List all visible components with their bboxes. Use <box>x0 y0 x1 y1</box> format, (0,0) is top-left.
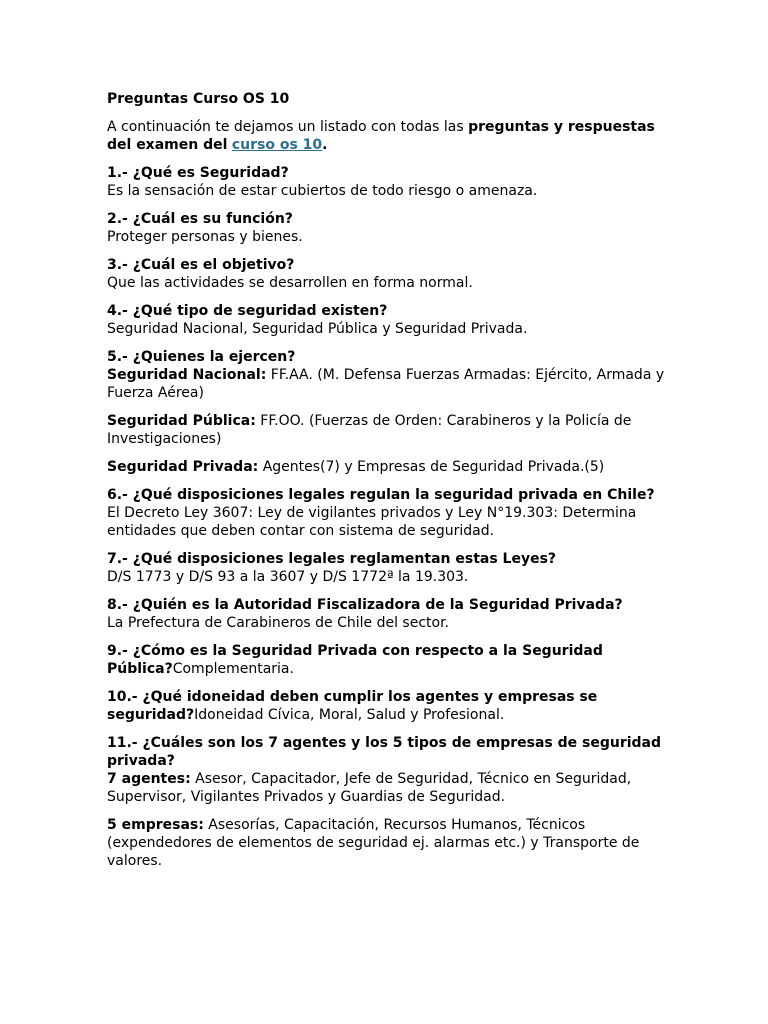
answer-6: El Decreto Ley 3607: Ley de vigilantes privados y Ley N°19.303: Determina entidades que deben contar con sistema de seguridad. <box>107 505 637 539</box>
answer-4: Seguridad Nacional, Seguridad Pública y Seguridad Privada. <box>107 321 528 337</box>
qa-item-10 <box>107 688 668 724</box>
question-4: 4.- ¿Qué tipo de seguridad existen? <box>107 303 388 319</box>
question-3: 3.- ¿Cuál es el objetivo? <box>107 257 295 273</box>
qa-item-4 <box>107 302 668 338</box>
qa-item-1 <box>107 164 668 200</box>
question-5: 5.- ¿Quienes la ejercen? <box>107 349 296 365</box>
question-10: 10.- ¿Qué idoneidad deben cumplir los agentes y empresas se seguridad? <box>107 689 598 723</box>
question-8: 8.- ¿Quién es la Autoridad Fiscalizadora de la Seguridad Privada? <box>107 597 623 613</box>
publica-text: FF.OO. (Fuerzas de Orden: Carabineros y la Policía de Investigaciones) <box>107 413 632 447</box>
nacional-text: FF.AA. (M. Defensa Fuerzas Armadas: Ejército, Armada y Fuerza Aérea) <box>107 367 665 401</box>
empresas-label: 5 empresas: <box>107 817 204 833</box>
question-11: 11.- ¿Cuáles son los 7 agentes y los 5 tipos de empresas de seguridad privada? <box>107 735 662 769</box>
answer-1: Es la sensación de estar cubiertos de todo riesgo o amenaza. <box>107 183 538 199</box>
answer-8: La Prefectura de Carabineros de Chile del sector. <box>107 615 449 631</box>
curso-os10-link[interactable]: curso os 10 <box>231 137 323 153</box>
answer-5-publica <box>107 412 668 448</box>
question-7: 7.- ¿Qué disposiciones legales reglamentan estas Leyes? <box>107 551 557 567</box>
answer-5-nacional <box>107 366 668 402</box>
intro-text: A continuación te dejamos un listado con todas las <box>107 119 469 135</box>
answer-2: Proteger personas y bienes. <box>107 229 303 245</box>
answer-7: D/S 1773 y D/S 93 a la 3607 y D/S 1772ª la 19.303. <box>107 569 469 585</box>
question-1: 1.- ¿Qué es Seguridad? <box>107 165 289 181</box>
qa-item-8 <box>107 596 668 632</box>
answer-3: Que las actividades se desarrollen en forma normal. <box>107 275 473 291</box>
empresas-text: Asesorías, Capacitación, Recursos Humanos, Técnicos (expendedores de elementos de seguridad ej. alarmas etc.) y Transporte de valores. <box>107 817 640 869</box>
privada-label: Seguridad Privada: <box>107 459 259 475</box>
qa-item-11 <box>107 734 668 806</box>
intro-period: . <box>322 137 328 153</box>
answer-5-privada <box>107 458 668 476</box>
qa-item-7 <box>107 550 668 586</box>
intro-paragraph <box>107 118 668 154</box>
intro-bold-text: preguntas y respuestas del examen del <box>107 119 655 153</box>
qa-item-5 <box>107 348 668 402</box>
question-6: 6.- ¿Qué disposiciones legales regulan la seguridad privada en Chile? <box>107 487 655 503</box>
answer-11-empresas <box>107 816 668 870</box>
agentes-label: 7 agentes: <box>107 771 191 787</box>
document-title: Preguntas Curso OS 10 <box>107 91 290 107</box>
answer-9: Complementaria. <box>172 661 294 677</box>
answer-10: Idoneidad Cívica, Moral, Salud y Profesional. <box>194 707 505 723</box>
qa-item-2 <box>107 210 668 246</box>
qa-item-6 <box>107 486 668 540</box>
publica-label: Seguridad Pública: <box>107 413 256 429</box>
qa-item-9 <box>107 642 668 678</box>
agentes-text: Asesor, Capacitador, Jefe de Seguridad, Técnico en Seguridad, Supervisor, Vigilantes Privados y Guardias de Seguridad. <box>107 771 632 805</box>
nacional-label: Seguridad Nacional: <box>107 367 267 383</box>
privada-text: Agentes(7) y Empresas de Seguridad Privada.(5) <box>258 459 605 475</box>
qa-item-3 <box>107 256 668 292</box>
question-9: 9.- ¿Cómo es la Seguridad Privada con respecto a la Seguridad Pública? <box>107 643 603 677</box>
answer-11-agentes <box>107 770 668 806</box>
question-2: 2.- ¿Cuál es su función? <box>107 211 293 227</box>
